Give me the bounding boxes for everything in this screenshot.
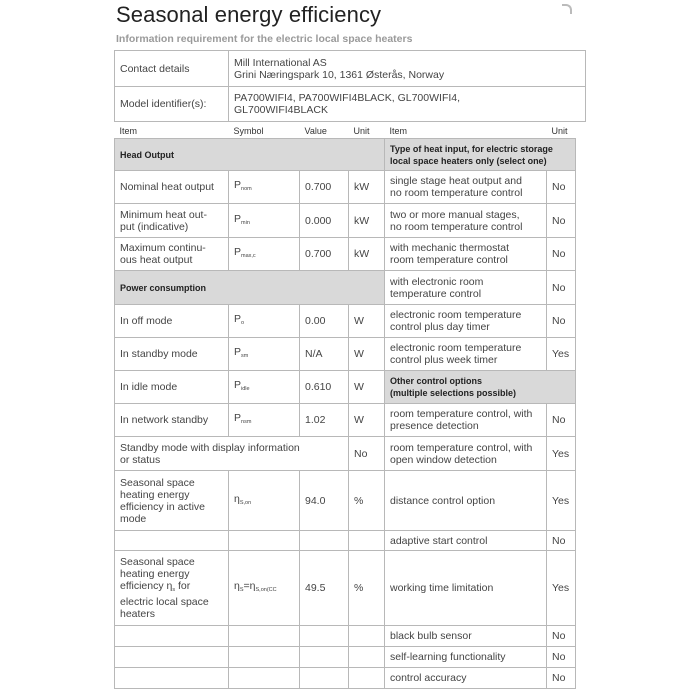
symbol-letter: P (234, 379, 242, 391)
option-label-line-2: control plus week timer (390, 354, 498, 366)
symbol-sub: max,c (241, 253, 256, 259)
efficiency-table (114, 124, 576, 689)
option-label (385, 271, 547, 305)
table-row (115, 551, 576, 626)
option-label-line-1: single stage heat output and (390, 175, 522, 187)
row-item-line-3a: efficiency η (120, 580, 173, 592)
row-unit: kW (349, 238, 385, 271)
row-value: 0.610 (300, 371, 349, 404)
row-value: 0.00 (300, 305, 349, 338)
empty-cell (115, 626, 229, 647)
row-unit: kW (349, 171, 385, 204)
contact-label: Contact details (115, 51, 229, 87)
col-symbol: Symbol (233, 126, 264, 136)
row-item (115, 471, 229, 531)
option-value: Yes (547, 471, 576, 531)
row-item-line-2: or status (120, 453, 161, 466)
col-unit-right: Unit (551, 126, 568, 136)
symbol-letter-b: =η (243, 580, 256, 592)
contact-table (114, 50, 586, 122)
option-label-line-1: electronic room temperature (390, 309, 522, 321)
option-label: black bulb sensor (385, 626, 547, 647)
option-value: No (547, 238, 576, 271)
row-item: In off mode (115, 305, 229, 338)
row-symbol (229, 338, 300, 371)
row-item-line-1: Seasonal space (120, 476, 195, 489)
row-unit: W (349, 404, 385, 437)
table-row (115, 139, 576, 171)
empty-cell (229, 647, 300, 668)
section-other-line-1: Other control options (390, 376, 482, 386)
table-row (115, 171, 576, 204)
section-heat-output: Head Output (115, 139, 385, 171)
symbol-sub: nsm (241, 419, 252, 425)
option-value: Yes (547, 437, 576, 471)
symbol-sub: o (241, 320, 245, 326)
section-heat-input (385, 139, 576, 171)
option-label-line-1: room temperature control, with (390, 408, 533, 420)
col-value: Value (304, 126, 327, 136)
row-symbol (229, 305, 300, 338)
option-label-line-2: no room temperature control (390, 220, 523, 233)
empty-cell (300, 647, 349, 668)
option-label: control accuracy (385, 668, 547, 689)
row-value: 49.5 (300, 551, 349, 626)
option-value: Yes (547, 338, 576, 371)
section-power: Power consumption (115, 271, 385, 305)
row-value: 94.0 (300, 471, 349, 531)
table-row (115, 437, 576, 471)
table-row (115, 371, 576, 404)
row-unit: W (349, 371, 385, 404)
row-item: Nominal heat output (115, 171, 229, 204)
table-row (115, 471, 576, 531)
row-item-line-3-sub: s (172, 587, 176, 593)
symbol-letter: P (234, 212, 242, 225)
empty-cell (300, 531, 349, 551)
option-label (385, 171, 547, 204)
row-value: 0.700 (300, 238, 349, 271)
contact-address: Grini Næringspark 10, 1361 Østerås, Norway (234, 68, 445, 81)
row-item (115, 437, 349, 471)
row-value: 1.02 (300, 404, 349, 437)
row-item (115, 551, 229, 626)
row-symbol (229, 204, 300, 238)
table-row (115, 668, 576, 689)
symbol-letter: P (234, 346, 242, 358)
row-value: N/A (300, 338, 349, 371)
symbol-letter: η (234, 492, 240, 505)
row-unit: W (349, 338, 385, 371)
option-value: No (547, 305, 576, 338)
column-header-row (115, 124, 576, 139)
row-item (115, 238, 229, 271)
row-item-line-4: electric local space (120, 596, 209, 608)
row-unit: W (349, 305, 385, 338)
row-symbol (229, 371, 300, 404)
option-label (385, 437, 547, 471)
option-value: No (547, 626, 576, 647)
option-value: No (547, 171, 576, 204)
page-subtitle: Information requirement for the electric local space heaters (116, 33, 413, 45)
table-row (115, 647, 576, 668)
symbol-sub: min (241, 219, 250, 226)
option-label-line-2: presence detection (390, 420, 479, 432)
table-row (115, 531, 576, 551)
option-label-line-2: no room temperature control (390, 187, 523, 199)
option-value: No (547, 668, 576, 689)
option-label: distance control option (385, 471, 547, 531)
row-symbol (229, 471, 300, 531)
table-row (115, 204, 576, 238)
empty-cell (229, 531, 300, 551)
corner-arc-icon (562, 4, 572, 14)
empty-cell (349, 647, 385, 668)
empty-cell (349, 531, 385, 551)
symbol-sub: S (239, 587, 244, 593)
row-item-line-4: mode (120, 512, 147, 525)
row-item-line-1: Minimum heat out- (120, 208, 207, 221)
row-item-line-2: heating energy (120, 568, 190, 580)
empty-cell (229, 668, 300, 689)
col-unit: Unit (353, 126, 370, 136)
row-symbol (229, 171, 300, 204)
table-row (115, 238, 576, 271)
option-label (385, 404, 547, 437)
option-value: No (547, 531, 576, 551)
symbol-letter: η (234, 580, 240, 592)
row-item-line-1: Maximum continu- (120, 242, 206, 254)
option-label-line-2: room temperature control (390, 254, 508, 266)
table-row (115, 338, 576, 371)
row-unit: kW (349, 204, 385, 238)
option-label-line-2: control plus day timer (390, 321, 490, 333)
col-item: Item (119, 126, 138, 136)
symbol-letter: P (234, 412, 242, 424)
row-item-line-2: heating energy (120, 488, 190, 501)
option-value: No (547, 271, 576, 305)
option-label-line-1: with electronic room (390, 275, 484, 288)
empty-cell (229, 626, 300, 647)
symbol-letter: P (234, 313, 242, 325)
empty-cell (115, 668, 229, 689)
row-unit: % (349, 471, 385, 531)
row-value: 0.000 (300, 204, 349, 238)
row-value: No (349, 437, 385, 471)
symbol-sub: nom (241, 186, 252, 192)
section-other-controls (385, 371, 576, 404)
model-label: Model identifier(s): (115, 87, 229, 122)
row-item-line-2: put (indicative) (120, 220, 189, 233)
option-label-line-1: two or more manual stages, (390, 208, 520, 221)
symbol-sub: sm (241, 353, 249, 359)
option-label: working time limitation (385, 551, 547, 626)
option-label-line-1: electronic room temperature (390, 342, 522, 354)
table-row (115, 305, 576, 338)
empty-cell (349, 668, 385, 689)
row-value: 0.700 (300, 171, 349, 204)
table-row (115, 271, 576, 305)
symbol-letter: P (234, 179, 242, 191)
row-item-line-1: Seasonal space (120, 556, 195, 568)
row-unit: % (349, 551, 385, 626)
contact-company: Mill International AS (234, 56, 327, 69)
option-label: self-learning functionality (385, 647, 547, 668)
option-label-line-2: temperature control (390, 287, 482, 300)
symbol-sub: idle (241, 386, 250, 392)
col-item-right: Item (389, 126, 408, 136)
empty-cell (300, 626, 349, 647)
row-item-line-3: efficiency in active (120, 500, 206, 513)
page-title: Seasonal energy efficiency (116, 2, 382, 27)
table-row (115, 626, 576, 647)
symbol-letter: P (234, 246, 242, 258)
empty-cell (115, 531, 229, 551)
row-item (115, 204, 229, 238)
option-label (385, 338, 547, 371)
row-symbol (229, 404, 300, 437)
option-value: No (547, 404, 576, 437)
option-label: adaptive start control (385, 531, 547, 551)
empty-cell (300, 668, 349, 689)
row-item-line-3 (120, 580, 223, 596)
option-value: Yes (547, 551, 576, 626)
row-item-line-2: ous heat output (120, 254, 193, 266)
table-row (115, 404, 576, 437)
empty-cell (115, 647, 229, 668)
option-label (385, 305, 547, 338)
row-item: In standby mode (115, 338, 229, 371)
row-item-line-1: Standby mode with display information (120, 441, 300, 454)
option-label-line-1: with mechanic thermostat (390, 242, 510, 254)
symbol-sub: S,on (239, 499, 252, 506)
option-value: No (547, 204, 576, 238)
option-label (385, 204, 547, 238)
symbol-sub-b: S,on(CC (255, 587, 277, 593)
row-item: In network standby (115, 404, 229, 437)
option-label-line-2: open window detection (390, 453, 497, 466)
row-item: In idle mode (115, 371, 229, 404)
option-label-line-1: room temperature control, with (390, 441, 533, 454)
row-symbol (229, 551, 300, 626)
row-item-line-5: heaters (120, 608, 156, 620)
section-heat-input-line-1: Type of heat input, for electric storage (390, 143, 553, 154)
model-line-2: GL700WIFI4BLACK (234, 104, 328, 116)
model-value (229, 87, 586, 122)
row-symbol (229, 238, 300, 271)
option-label (385, 238, 547, 271)
section-other-line-2: (multiple selections possible) (390, 388, 517, 398)
row-item-line-3b: for (175, 580, 191, 592)
empty-cell (349, 626, 385, 647)
section-heat-input-line-2: local space heaters only (select one) (390, 155, 547, 166)
model-line-1: PA700WIFI4, PA700WIFI4BLACK, GL700WIFI4, (234, 92, 461, 104)
contact-value (229, 51, 586, 87)
option-value: No (547, 647, 576, 668)
